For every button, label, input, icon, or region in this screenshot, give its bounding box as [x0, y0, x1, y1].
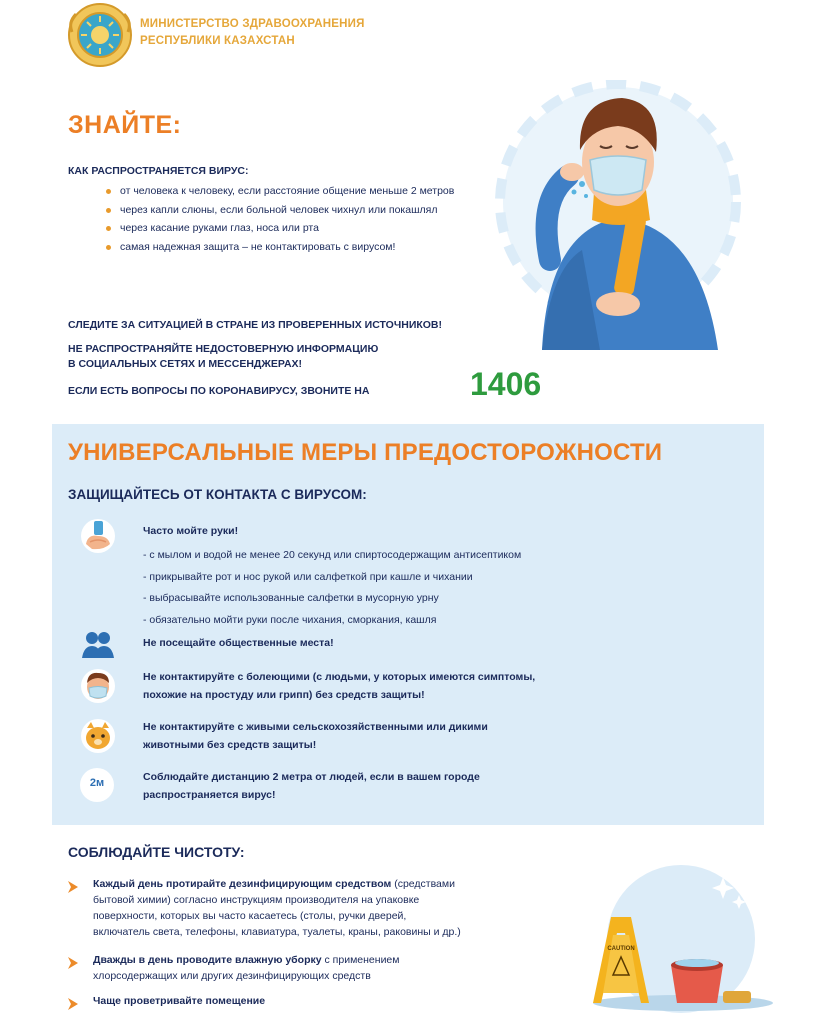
arrow-right-icon	[68, 997, 78, 1009]
follow-sources-text: СЛЕДИТЕ ЗА СИТУАЦИЕЙ В СТРАНЕ ИЗ ПРОВЕРЕННЫХ ИСТОЧНИКОВ!	[68, 319, 443, 331]
spread-list	[106, 184, 526, 258]
ministry-line-2: РЕСПУБЛИКИ КАЗАХСТАН	[140, 35, 295, 47]
coughing-man-illustration	[490, 80, 780, 360]
animals-line-1: Не контактируйте с живыми сельскохозяйственными или дикими	[143, 721, 488, 733]
clean-item-disinfect	[93, 876, 461, 940]
sick-contact-line-2: похожие на простуду или грипп) без средств защиты!	[143, 689, 425, 701]
list-item: от человека к человеку, если расстояние общение меньше 2 метров	[106, 184, 526, 200]
clean-item-ventilate	[93, 993, 265, 1009]
dont-spread-text-2: В СОЦИАЛЬНЫХ СЕТЯХ И МЕССЕНДЖЕРАХ!	[68, 358, 303, 370]
wet-cleaning-rest: с применением	[321, 954, 400, 966]
call-text: ЕСЛИ ЕСТЬ ВОПРОСЫ ПО КОРОНАВИРУСУ, ЗВОНИТЕ НА	[68, 385, 370, 397]
spread-heading: КАК РАСПРОСТРАНЯЕТСЯ ВИРУС:	[68, 165, 249, 177]
list-item: - выбрасывайте использованные салфетки в мусорную урну	[143, 592, 439, 604]
animal-icon	[80, 718, 114, 752]
list-item: самая надежная защита – не контактировать с вирусом!	[106, 240, 526, 256]
people-icon	[80, 626, 114, 660]
disinfect-bold: Каждый день протирайте дезинфицирующим средством	[93, 878, 392, 890]
list-item: через капли слюны, если больной человек чихнул или покашлял	[106, 203, 526, 219]
animals-text	[143, 718, 488, 754]
wash-hands-title: Часто мойте руки!	[143, 525, 239, 537]
distance-line-1: Соблюдайте дистанцию 2 метра от людей, если в вашем городе	[143, 771, 480, 783]
sick-contact-line-1: Не контактируйте с болеющими (с людьми, у которых имеются симптомы,	[143, 671, 536, 683]
cleaning-illustration	[573, 855, 773, 1015]
list-item: - с мылом и водой не менее 20 секунд или спиртосодержащим антисептиком	[143, 549, 522, 561]
precautions-heading: УНИВЕРСАЛЬНЫЕ МЕРЫ ПРЕДОСТОРОЖНОСТИ	[68, 439, 663, 466]
know-heading: ЗНАЙТЕ:	[68, 111, 182, 139]
disinfect-line-2: бытовой химии) согласно инструкциям производителя на упаковке	[93, 894, 420, 906]
wash-hands-list	[143, 545, 521, 631]
distance-text	[143, 768, 480, 804]
list-item: - обязательно мойти руки после чихания, сморкания, кашля	[143, 613, 437, 626]
public-places-text: Не посещайте общественные места!	[143, 637, 334, 649]
clean-heading: СОБЛЮДАЙТЕ ЧИСТОТУ:	[68, 844, 245, 860]
sick-contact-text	[143, 668, 535, 704]
arrow-right-icon	[68, 880, 78, 892]
disinfect-rest: (средствами	[391, 878, 455, 890]
clean-item-wet-cleaning	[93, 952, 400, 984]
dont-spread-text-1: НЕ РАСПРОСТРАНЯЙТЕ НЕДОСТОВЕРНУЮ ИНФОРМАЦИЮ	[68, 343, 379, 355]
disinfect-line-4: включатель света, телефоны, клавиатура, туалеты, краны, раковины и др.)	[93, 926, 461, 938]
masked-person-icon	[80, 668, 114, 702]
arrow-right-icon	[68, 956, 78, 968]
list-item: через касание руками глаз, носа или рта	[106, 221, 526, 237]
kazakhstan-emblem-icon	[66, 2, 134, 68]
caution-sign-text: CAUTION	[607, 946, 635, 952]
disinfect-line-3: поверхности, которых вы часто касаетесь (столы, ручки дверей,	[93, 910, 407, 922]
distance-line-2: распространяется вирус!	[143, 789, 276, 801]
hotline-number: 1406	[470, 366, 542, 402]
wet-cleaning-bold: Дважды в день проводите влажную уборку	[93, 954, 322, 966]
distance-badge-icon	[80, 768, 114, 802]
wet-cleaning-line-2: хлорсодержащих или других дезинфицирующих средств	[93, 970, 371, 982]
hand-wash-icon	[80, 518, 114, 552]
ministry-name	[140, 16, 365, 50]
ventilate-bold: Чаще проветривайте помещение	[93, 995, 266, 1007]
animals-line-2: животными без средств защиты!	[143, 739, 317, 751]
ministry-line-1: МИНИСТЕРСТВО ЗДРАВООХРАНЕНИЯ	[140, 18, 365, 30]
distance-badge-label: 2м	[89, 777, 105, 789]
list-item: - прикрывайте рот и нос рукой или салфеткой при кашле и чихании	[143, 570, 473, 583]
protect-subheading: ЗАЩИЩАЙТЕСЬ ОТ КОНТАКТА С ВИРУСОМ:	[68, 487, 367, 502]
